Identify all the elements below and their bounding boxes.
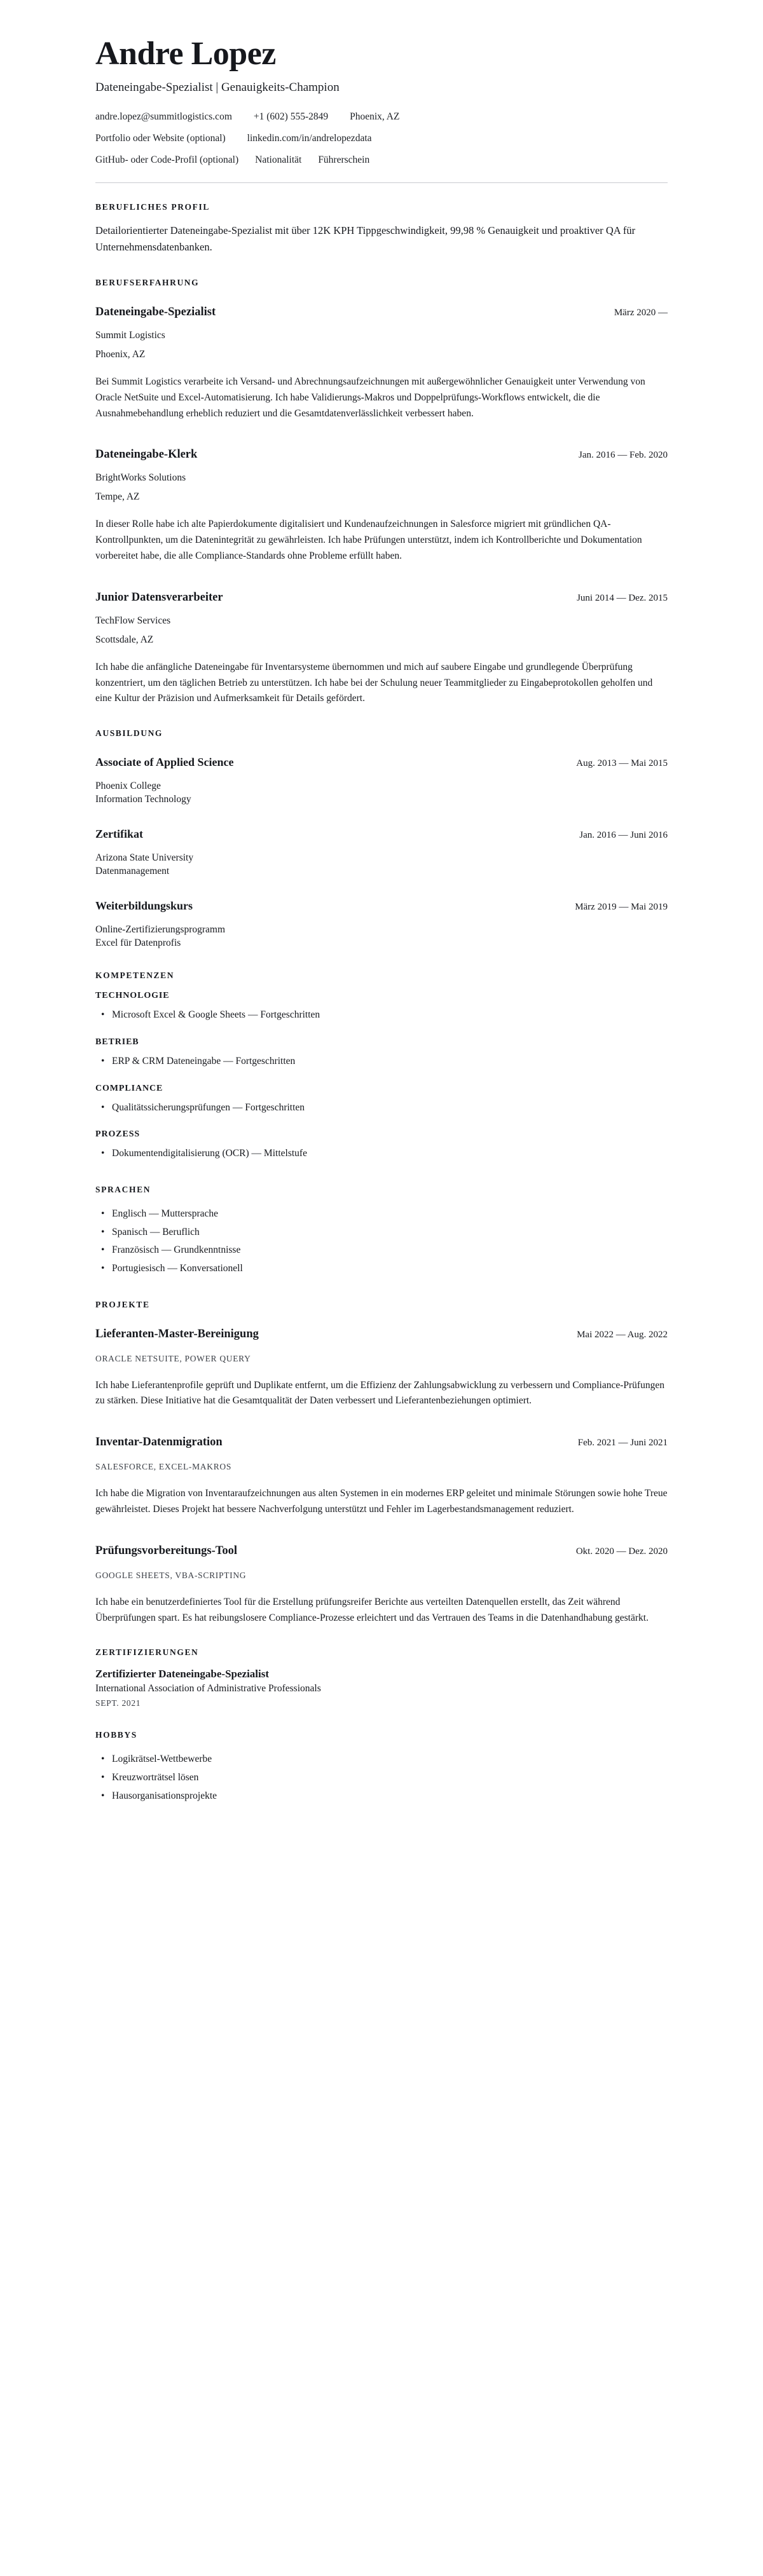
education-org: Online-Zertifizierungsprogramm bbox=[95, 924, 226, 936]
education-org: Arizona State University bbox=[95, 852, 194, 864]
skill-category: BETRIEB bbox=[95, 1037, 139, 1047]
profile-text: Detailorientierter Dateneingabe-Spezialist mit über 12K KPH Tippgeschwindigkeit, 99,98 % Genauigkeit und proaktiver QA für Unternehmensdatenbanken. bbox=[95, 224, 636, 254]
skill-category: PROZESS bbox=[95, 1129, 141, 1140]
project-entry bbox=[95, 1537, 668, 1626]
project-date: Feb. 2021 — Juni 2021 bbox=[577, 1438, 668, 1448]
skill-list bbox=[95, 1006, 668, 1025]
skill-item: • Dokumentendigitalisierung (OCR) — Mittelstufe bbox=[112, 1145, 668, 1163]
section-heading-certifications: ZERTIFIZIERUNGEN bbox=[95, 1647, 199, 1658]
experience-title: Junior Datensverarbeiter bbox=[95, 590, 223, 604]
section-experience bbox=[95, 278, 668, 707]
certification-entry bbox=[95, 1668, 668, 1708]
skill-item: • ERP & CRM Dateneingabe — Fortgeschritten bbox=[112, 1053, 668, 1071]
github-placeholder: GitHub- oder Code-Profil (optional) bbox=[95, 154, 239, 165]
experience-location: Tempe, AZ bbox=[95, 491, 140, 503]
certification-org: International Association of Administrative Professionals bbox=[95, 1683, 321, 1694]
language-list bbox=[95, 1205, 668, 1278]
education-org: Phoenix College bbox=[95, 780, 161, 792]
portfolio-placeholder: Portfolio oder Website (optional) bbox=[95, 132, 226, 144]
section-heading-hobbies: HOBBYS bbox=[95, 1730, 137, 1740]
section-skills bbox=[95, 971, 668, 1163]
skill-category: COMPLIANCE bbox=[95, 1083, 163, 1093]
project-entry bbox=[95, 1320, 668, 1410]
skill-item: • Qualitätssicherungsprüfungen — Fortgeschritten bbox=[112, 1099, 668, 1117]
section-heading-skills: KOMPETENZEN bbox=[95, 971, 175, 981]
section-heading-experience: BERUFSERFAHRUNG bbox=[95, 278, 200, 288]
experience-title: Dateneingabe-Spezialist bbox=[95, 306, 216, 319]
skill-list bbox=[95, 1099, 668, 1117]
skill-item: • Microsoft Excel & Google Sheets — Fortgeschritten bbox=[112, 1006, 668, 1025]
section-heading-languages: SPRACHEN bbox=[95, 1184, 151, 1194]
project-description: Ich habe ein benutzerdefiniertes Tool für die Erstellung prüfungsreifer Berichte aus verteilten Datenquellen erstellt, das Zeit während Überprüfungen spart. Es hat reibungslosere Compliance-Prozesse erleichtert und das Vertrauen des Teams in die Datenhandhabung gestärkt. bbox=[95, 1596, 649, 1623]
skill-list bbox=[95, 1145, 668, 1163]
project-description: Ich habe die Migration von Inventaraufzeichnungen aus alten Systemen in ein modernes ERP geleitet und minimale Störungen sowie hohe Treue gewährleistet. Dieses Projekt hat bessere Nachverfolgung unterstützt und Fehler im Lagerbestandsmanagement reduziert. bbox=[95, 1488, 668, 1515]
hobby-item: • Hausorganisationsprojekte bbox=[112, 1787, 668, 1806]
project-description: Ich habe Lieferantenprofile geprüft und Duplikate entfernt, um die Effizienz der Zahlungsabwicklung zu verbessern und Compliance-Prüfungen zu stärken. Diese Initiative hat die Gesamtqualität der Daten verbessert und Lieferantenbeziehungen optimiert. bbox=[95, 1379, 664, 1407]
language-item: • Englisch — Muttersprache bbox=[112, 1205, 668, 1223]
education-date: Aug. 2013 — Mai 2015 bbox=[576, 758, 668, 769]
experience-org: TechFlow Services bbox=[95, 615, 171, 626]
contact-phone: +1 (602) 555-2849 bbox=[253, 111, 329, 122]
experience-date: Jan. 2016 — Feb. 2020 bbox=[579, 450, 668, 461]
experience-location: Phoenix, AZ bbox=[95, 349, 146, 360]
section-profile bbox=[95, 202, 668, 256]
experience-location: Scottsdale, AZ bbox=[95, 634, 154, 645]
education-field: Excel für Datenprofis bbox=[95, 937, 181, 949]
experience-entry bbox=[95, 440, 668, 564]
resume-header bbox=[95, 37, 668, 183]
certification-title: Zertifizierter Dateneingabe-Spezialist bbox=[95, 1668, 270, 1680]
nationality-placeholder: Nationalität bbox=[255, 154, 302, 165]
skill-list bbox=[95, 1053, 668, 1071]
section-heading-profile: BERUFLICHES PROFIL bbox=[95, 201, 210, 212]
section-heading-projects: PROJEKTE bbox=[95, 1299, 150, 1309]
experience-description: Bei Summit Logistics verarbeite ich Versand- und Abrechnungsaufzeichnungen mit außergewöhnlicher Genauigkeit unter Verwendung von Oracle NetSuite und Excel-Automatisierung. Ich habe Validierungs-Makros und Doppelprüfungs-Workflows entwickelt, die die Ausnahmebehandlung erheblich reduziert und die Gesamtdatenverlässlichkeit verbessert haben. bbox=[95, 376, 645, 419]
project-tech: SALESFORCE, EXCEL-MAKROS bbox=[95, 1462, 232, 1472]
project-entry bbox=[95, 1428, 668, 1518]
project-tech: GOOGLE SHEETS, VBA-SCRIPTING bbox=[95, 1570, 247, 1580]
experience-description: Ich habe die anfängliche Dateneingabe für Inventarsysteme übernommen und mich auf saubere Eingabe und grundlegende Überprüfung konzentriert, um den täglichen Betrieb zu unterstützen. Ich habe bei der Schulung neuer Teammitglieder zu Eingabeprotokollen geholfen und eine Kultur der Präzision und Aufmerksamkeit für Details gefördert. bbox=[95, 661, 653, 704]
experience-org: BrightWorks Solutions bbox=[95, 472, 186, 484]
certification-date: SEPT. 2021 bbox=[95, 1698, 141, 1708]
language-item: • Französisch — Grundkenntnisse bbox=[112, 1241, 668, 1260]
project-date: Mai 2022 — Aug. 2022 bbox=[577, 1329, 668, 1340]
contact-row-primary bbox=[95, 111, 668, 123]
candidate-name: Andre Lopez bbox=[95, 36, 276, 72]
project-title: Inventar-Datenmigration bbox=[95, 1436, 223, 1449]
language-item: • Spanisch — Beruflich bbox=[112, 1223, 668, 1242]
experience-date: März 2020 — bbox=[614, 308, 668, 318]
section-languages bbox=[95, 1185, 668, 1278]
section-projects bbox=[95, 1300, 668, 1626]
education-field: Information Technology bbox=[95, 794, 191, 805]
skill-group bbox=[95, 1084, 668, 1117]
hobby-item: • Kreuzworträtsel lösen bbox=[112, 1769, 668, 1787]
education-entry bbox=[95, 892, 668, 949]
experience-date: Juni 2014 — Dez. 2015 bbox=[577, 592, 668, 603]
project-date: Okt. 2020 — Dez. 2020 bbox=[575, 1546, 668, 1557]
contact-location: Phoenix, AZ bbox=[350, 111, 400, 122]
experience-entry bbox=[95, 583, 668, 707]
section-certifications bbox=[95, 1647, 668, 1708]
education-date: Jan. 2016 — Juni 2016 bbox=[579, 830, 668, 841]
contact-row-links bbox=[95, 133, 668, 144]
project-title: Lieferanten-Master-Bereinigung bbox=[95, 1327, 259, 1340]
section-hobbies bbox=[95, 1730, 668, 1805]
header-divider bbox=[95, 182, 668, 183]
project-title: Prüfungsvorbereitungs-Tool bbox=[95, 1544, 238, 1557]
education-title: Zertifikat bbox=[95, 828, 143, 841]
hobby-list bbox=[95, 1750, 668, 1805]
hobby-item: • Logikrätsel-Wettbewerbe bbox=[112, 1750, 668, 1769]
skill-group bbox=[95, 1037, 668, 1071]
experience-entry bbox=[95, 298, 668, 421]
skill-group bbox=[95, 991, 668, 1025]
experience-title: Dateneingabe-Klerk bbox=[95, 448, 198, 461]
experience-org: Summit Logistics bbox=[95, 330, 165, 341]
education-entry bbox=[95, 749, 668, 805]
experience-description: In dieser Rolle habe ich alte Papierdokumente digitalisiert und Kundenaufzeichnungen in Salesforce migriert mit gründlichen QA-Kontrollpunkten, um die Datenintegrität zu gewährleisten. Ich habe Prüfungen unterstützt, indem ich Kontrollberichte und Dokumentation vorbereitet habe, die alle Compliance-Standards ohne Probleme erfüllt haben. bbox=[95, 519, 642, 562]
section-heading-education: AUSBILDUNG bbox=[95, 728, 163, 739]
contact-linkedin[interactable]: linkedin.com/in/andrelopezdata bbox=[247, 132, 372, 144]
education-title: Associate of Applied Science bbox=[95, 756, 234, 769]
skill-category: TECHNOLOGIE bbox=[95, 991, 170, 1001]
education-title: Weiterbildungskurs bbox=[95, 899, 193, 913]
education-date: März 2019 — Mai 2019 bbox=[575, 902, 668, 913]
education-field: Datenmanagement bbox=[95, 866, 170, 877]
language-item: • Portugiesisch — Konversationell bbox=[112, 1260, 668, 1278]
education-entry bbox=[95, 821, 668, 877]
skill-group bbox=[95, 1129, 668, 1163]
project-tech: ORACLE NETSUITE, POWER QUERY bbox=[95, 1353, 251, 1363]
candidate-tagline: Dateneingabe-Spezialist | Genauigkeits-Champion bbox=[95, 80, 340, 94]
contact-row-meta bbox=[95, 154, 668, 166]
section-education bbox=[95, 728, 668, 949]
license-placeholder: Führerschein bbox=[318, 154, 370, 165]
contact-email[interactable]: andre.lopez@summitlogistics.com bbox=[95, 111, 232, 122]
